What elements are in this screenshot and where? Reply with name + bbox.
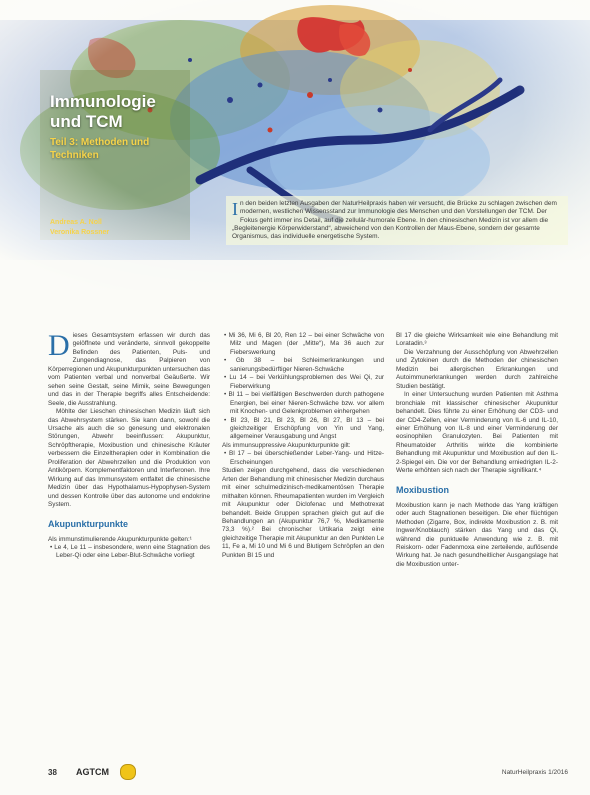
lead-text: n den beiden letzten Ausgaben der NaturHeilpraxis haben wir versucht, die Brücke zu schlagen zwischen dem modernen, westlichen Wissensstand zur Immunologie des Menschen und den Vorstellungen der TCM. Der Fokus geht immer ins Detail, auf die zellulär-humorale Ebene. In den chinesischen Medizin ist vor allem die „Begleitenergie Körperwiderstand“, abweichend von den Kontrollen der Maus-Ebene, sondern der gesamte Organismus, das individuelle energetische System. bbox=[232, 200, 557, 241]
article-subtitle: Teil 3: Methoden und Techniken bbox=[50, 137, 150, 161]
title-block bbox=[50, 92, 190, 162]
section-heading-akupunkturpunkte: Akupunkturpunkte bbox=[48, 518, 128, 529]
drop-cap: D bbox=[48, 329, 70, 362]
lead-paragraph bbox=[226, 196, 568, 245]
author-1: Andreas A. Noll bbox=[50, 219, 102, 226]
col3-paragraph-1: Bl 17 die gleiche Wirksamkeit wie eine Behandlung mit Loratadin.³ bbox=[396, 332, 558, 348]
col2-bullet-2: • Gb 38 – bei Schleimerkrankungen und sanierungsbedürftiger Nieren-Schwäche bbox=[224, 357, 384, 373]
column-2 bbox=[222, 332, 384, 560]
agtcm-logo-icon bbox=[120, 764, 136, 780]
col1-paragraph-1: Dieses Gesamtsystem erfassen wir durch das gelöffnete und veränderte, sinnvoll gekoppelte Befinden des Patienten, Puls- und Zungendiagnose, das Palpieren von Körperregionen und Akupunkturpunkten untersuchen das vom Patienten verbal und nonverbal Geäußerte. Wir sehen seine Gestalt, seine Mimik, seine Bewegungen und das in der Therapie begriffs alles Entscheidende: Seele, die Ausstrahlung. bbox=[48, 329, 211, 407]
col1-paragraph-3: Als immunstimulierende Akupunkturpunkte gelten:¹ bbox=[48, 535, 192, 543]
column-3 bbox=[396, 332, 558, 569]
hero-image bbox=[0, 0, 590, 290]
col2-paragraph-1: Als immunsuppressive Akupunkturpunkte gilt: bbox=[222, 441, 351, 449]
issue-label: NaturHeilpraxis 1/2016 bbox=[501, 769, 568, 776]
col2-paragraph-2: Studien zeigen durchgehend, dass die verschiedenen Arten der Behandlung mit chinesischer Medizin durchaus mit einer schulmedizinisch-medikamentösen Therapie mithalten können. Rheumapatienten wurden im Vergleich mit Akupunktur oder Diclofenac und Methotrexat behandelt. Beide Gruppen sprachen gleich gut auf die Behandlungen an (Akupunktur 76,7 %, Medikamente 73,3 %).² Bei chronischer Urtikaria zeigt eine gleichzeitige Therapie mit Akupunktur an den Punkten Le 11, Fe a, Mi 10 und Mi 6 und Blutigem Schröpfen an den Punkten Bl 15 und bbox=[222, 467, 384, 559]
page-footer bbox=[48, 766, 568, 782]
col2-bullet-4: • Bl 11 – bei vielfältigen Beschwerden durch pathogene Energien, bei einer Nieren-Schwäche bzw. vor allem mit Knochen- und Gelenkproblemen einhergehen bbox=[224, 391, 384, 416]
lead-initial: I bbox=[232, 199, 238, 219]
col3-paragraph-2: Die Verzahnung der Ausschöpfung von Abwehrzellen und Zytokinen durch die Methoden der chinesischen Medizin bei allergischen Erkrankungen und Autoimmunerkrankungen werden durch zahlreiche Studien bestätigt. bbox=[396, 348, 558, 390]
article-title-line2: und TCM bbox=[50, 112, 123, 131]
col2-bullet-5: • Bl 23, Bl 21, Bl 23, Bl 26, Bl 27, Bl 13 – bei gleichzeitiger Erschöpfung von Yin und Yang, allgemeiner Verausgabung und Angst bbox=[224, 416, 384, 441]
article-body bbox=[48, 329, 568, 762]
col2-bullet-6: • Bl 17 – bei überschießender Leber-Yang- und Hitze-Erscheinungen bbox=[224, 450, 384, 466]
section-heading-moxibustion: Moxibustion bbox=[396, 484, 449, 495]
col3-paragraph-3: In einer Untersuchung wurden Patienten mit Asthma bronchiale mit klassischer chinesischer Akupunktur behandelt. Dies führte zu einer Erhöhung der CD3- und der CD4-Zellen, einer Verminderung von IL-6 und IL-10, einer Erhöhung von IL-8 und einer Verminderung der eosinophilen Granulozyten. Bei Patienten mit Rheumatoider Arthritis wirkte die kombinierte Behandlung mit Akupunktur und Moxibustion auf den IL-2-Spiegel ein. Die vor der Behandlung erniedrigten IL-2-Werte erhöhten sich nach der Therapie signifikant.⁴ bbox=[396, 391, 558, 475]
col3-paragraph-4: Moxibustion kann je nach Methode das Yang kräftigen oder auch Stagnationen beseitigen. Die eher flüchtigen Methoden (Zigarre, Box, indirekte Moxibustion z. B. mit Ingwer/Knoblauch) stärken das Yang und das Qi, während die punktuelle Anwendung wie z. B. mit Reiskorn- oder Fadenmoxa eine zerteilende, auflösende Wirkung hat. Je nach gesundheitlicher Ausgangslage hat die Moxibustion unter- bbox=[396, 501, 558, 568]
column-1 bbox=[48, 329, 211, 561]
agtcm-logo-text: AGTCM bbox=[76, 767, 109, 777]
col2-bullet-1: • Mi 36, Mi 6, Bl 20, Ren 12 – bei einer Schwäche von Milz und Magen (der „Mitte“), Ma 36 auch zur Fieberswerkung bbox=[224, 332, 384, 356]
authors bbox=[50, 218, 109, 238]
col1-paragraph-2: Möhlte der Lieschen chinesischen Medizin läuft sich das Abwehrsystem stärken. Sie kann dann, sowohl die Ursache als auch die so genesung und elektronalen Störungen, Abwehr beeinflussen: Akupunktur, Schröpftherapie, Moxibustion und chinesische Kräuter verbessern die Einzeltherapien oder in Kombination die Proliferation der Abwehrzellen und die Produktion von Antikörpern. Komplementfaktoren und Interferonen. Ihre Wirkung auf das Immunsystem entfaltet die chinesische Medizin über das Hypothalamus-Hypophysen-System und dessen Kontrolle über das autonome und endokrine System. bbox=[48, 408, 210, 509]
article-title-line1: Immunologie bbox=[50, 92, 156, 111]
col2-bullet-3: • Lu 14 – bei Verkühlungsproblemen des Wei Qi, zur Fieberwirkung bbox=[224, 374, 384, 390]
page-number: 38 bbox=[48, 768, 57, 777]
col1-bullet-1: • Le 4, Le 11 – insbesondere, wenn eine Stagnation des Leber-Qi oder eine Leber-Blut-Schwäche vorliegt bbox=[50, 543, 210, 560]
author-2: Veronika Rossner bbox=[50, 229, 110, 236]
